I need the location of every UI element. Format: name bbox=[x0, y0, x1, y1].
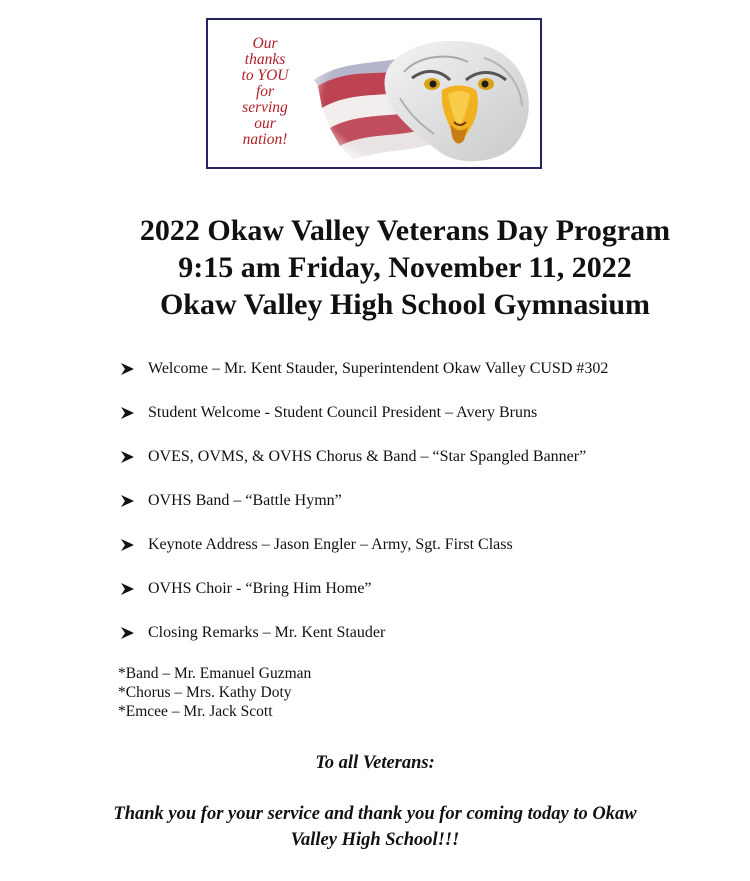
credit-chorus: *Chorus – Mrs. Kathy Doty bbox=[118, 684, 292, 701]
credit-emcee: *Emcee – Mr. Jack Scott bbox=[118, 703, 273, 720]
banner-line: serving bbox=[242, 99, 288, 116]
program-item bbox=[120, 489, 342, 513]
banner-line: Our bbox=[252, 35, 278, 52]
program-item-text: OVHS Choir - “Bring Him Home” bbox=[148, 580, 372, 597]
banner-line: for bbox=[255, 83, 275, 100]
credit-band: *Band – Mr. Emanuel Guzman bbox=[118, 665, 312, 682]
program-item bbox=[120, 577, 372, 601]
arrow-bullet-icon bbox=[120, 450, 146, 464]
arrow-bullet-icon bbox=[120, 406, 146, 420]
program-item bbox=[120, 401, 537, 425]
arrow-bullet-icon bbox=[120, 538, 146, 552]
eagle-flag-image bbox=[308, 28, 542, 168]
banner-line: thanks bbox=[244, 51, 286, 68]
title-line-location: Okaw Valley High School Gymnasium bbox=[159, 288, 651, 321]
veterans-heading: To all Veterans: bbox=[315, 753, 435, 773]
title-line-event: 2022 Okaw Valley Veterans Day Program bbox=[139, 214, 671, 247]
program-item-text: OVES, OVMS, & OVHS Chorus & Band – “Star Spangled Banner” bbox=[148, 448, 587, 465]
program-item-text: Welcome – Mr. Kent Stauder, Superintendent Okaw Valley CUSD #302 bbox=[148, 360, 609, 377]
program-item-text: Student Welcome - Student Council President – Avery Bruns bbox=[148, 404, 538, 421]
program-item-text: Keynote Address – Jason Engler – Army, Sgt. First Class bbox=[148, 536, 513, 553]
title-line-time: 9:15 am Friday, November 11, 2022 bbox=[178, 251, 632, 284]
arrow-bullet-icon bbox=[120, 582, 146, 596]
program-item bbox=[120, 533, 513, 557]
arrow-bullet-icon bbox=[120, 626, 146, 640]
thank-you-line: Thank you for your service and thank you for coming today to Okaw bbox=[113, 804, 637, 824]
page-title bbox=[60, 212, 750, 323]
banner-line: to YOU bbox=[241, 67, 289, 84]
program-item bbox=[120, 357, 608, 381]
thank-you-banner bbox=[206, 18, 542, 169]
program-item bbox=[120, 621, 385, 645]
banner-line: our bbox=[254, 115, 276, 132]
arrow-bullet-icon bbox=[120, 494, 146, 508]
thank-you-message bbox=[45, 801, 705, 853]
program-item-text: Closing Remarks – Mr. Kent Stauder bbox=[148, 624, 386, 641]
arrow-bullet-icon bbox=[120, 362, 146, 376]
staff-credits bbox=[118, 664, 311, 721]
thank-you-line: Valley High School!!! bbox=[290, 830, 460, 850]
program-item-text: OVHS Band – “Battle Hymn” bbox=[148, 492, 342, 509]
banner-message bbox=[216, 36, 314, 148]
banner-line: nation! bbox=[242, 131, 288, 148]
program-item bbox=[120, 445, 586, 469]
